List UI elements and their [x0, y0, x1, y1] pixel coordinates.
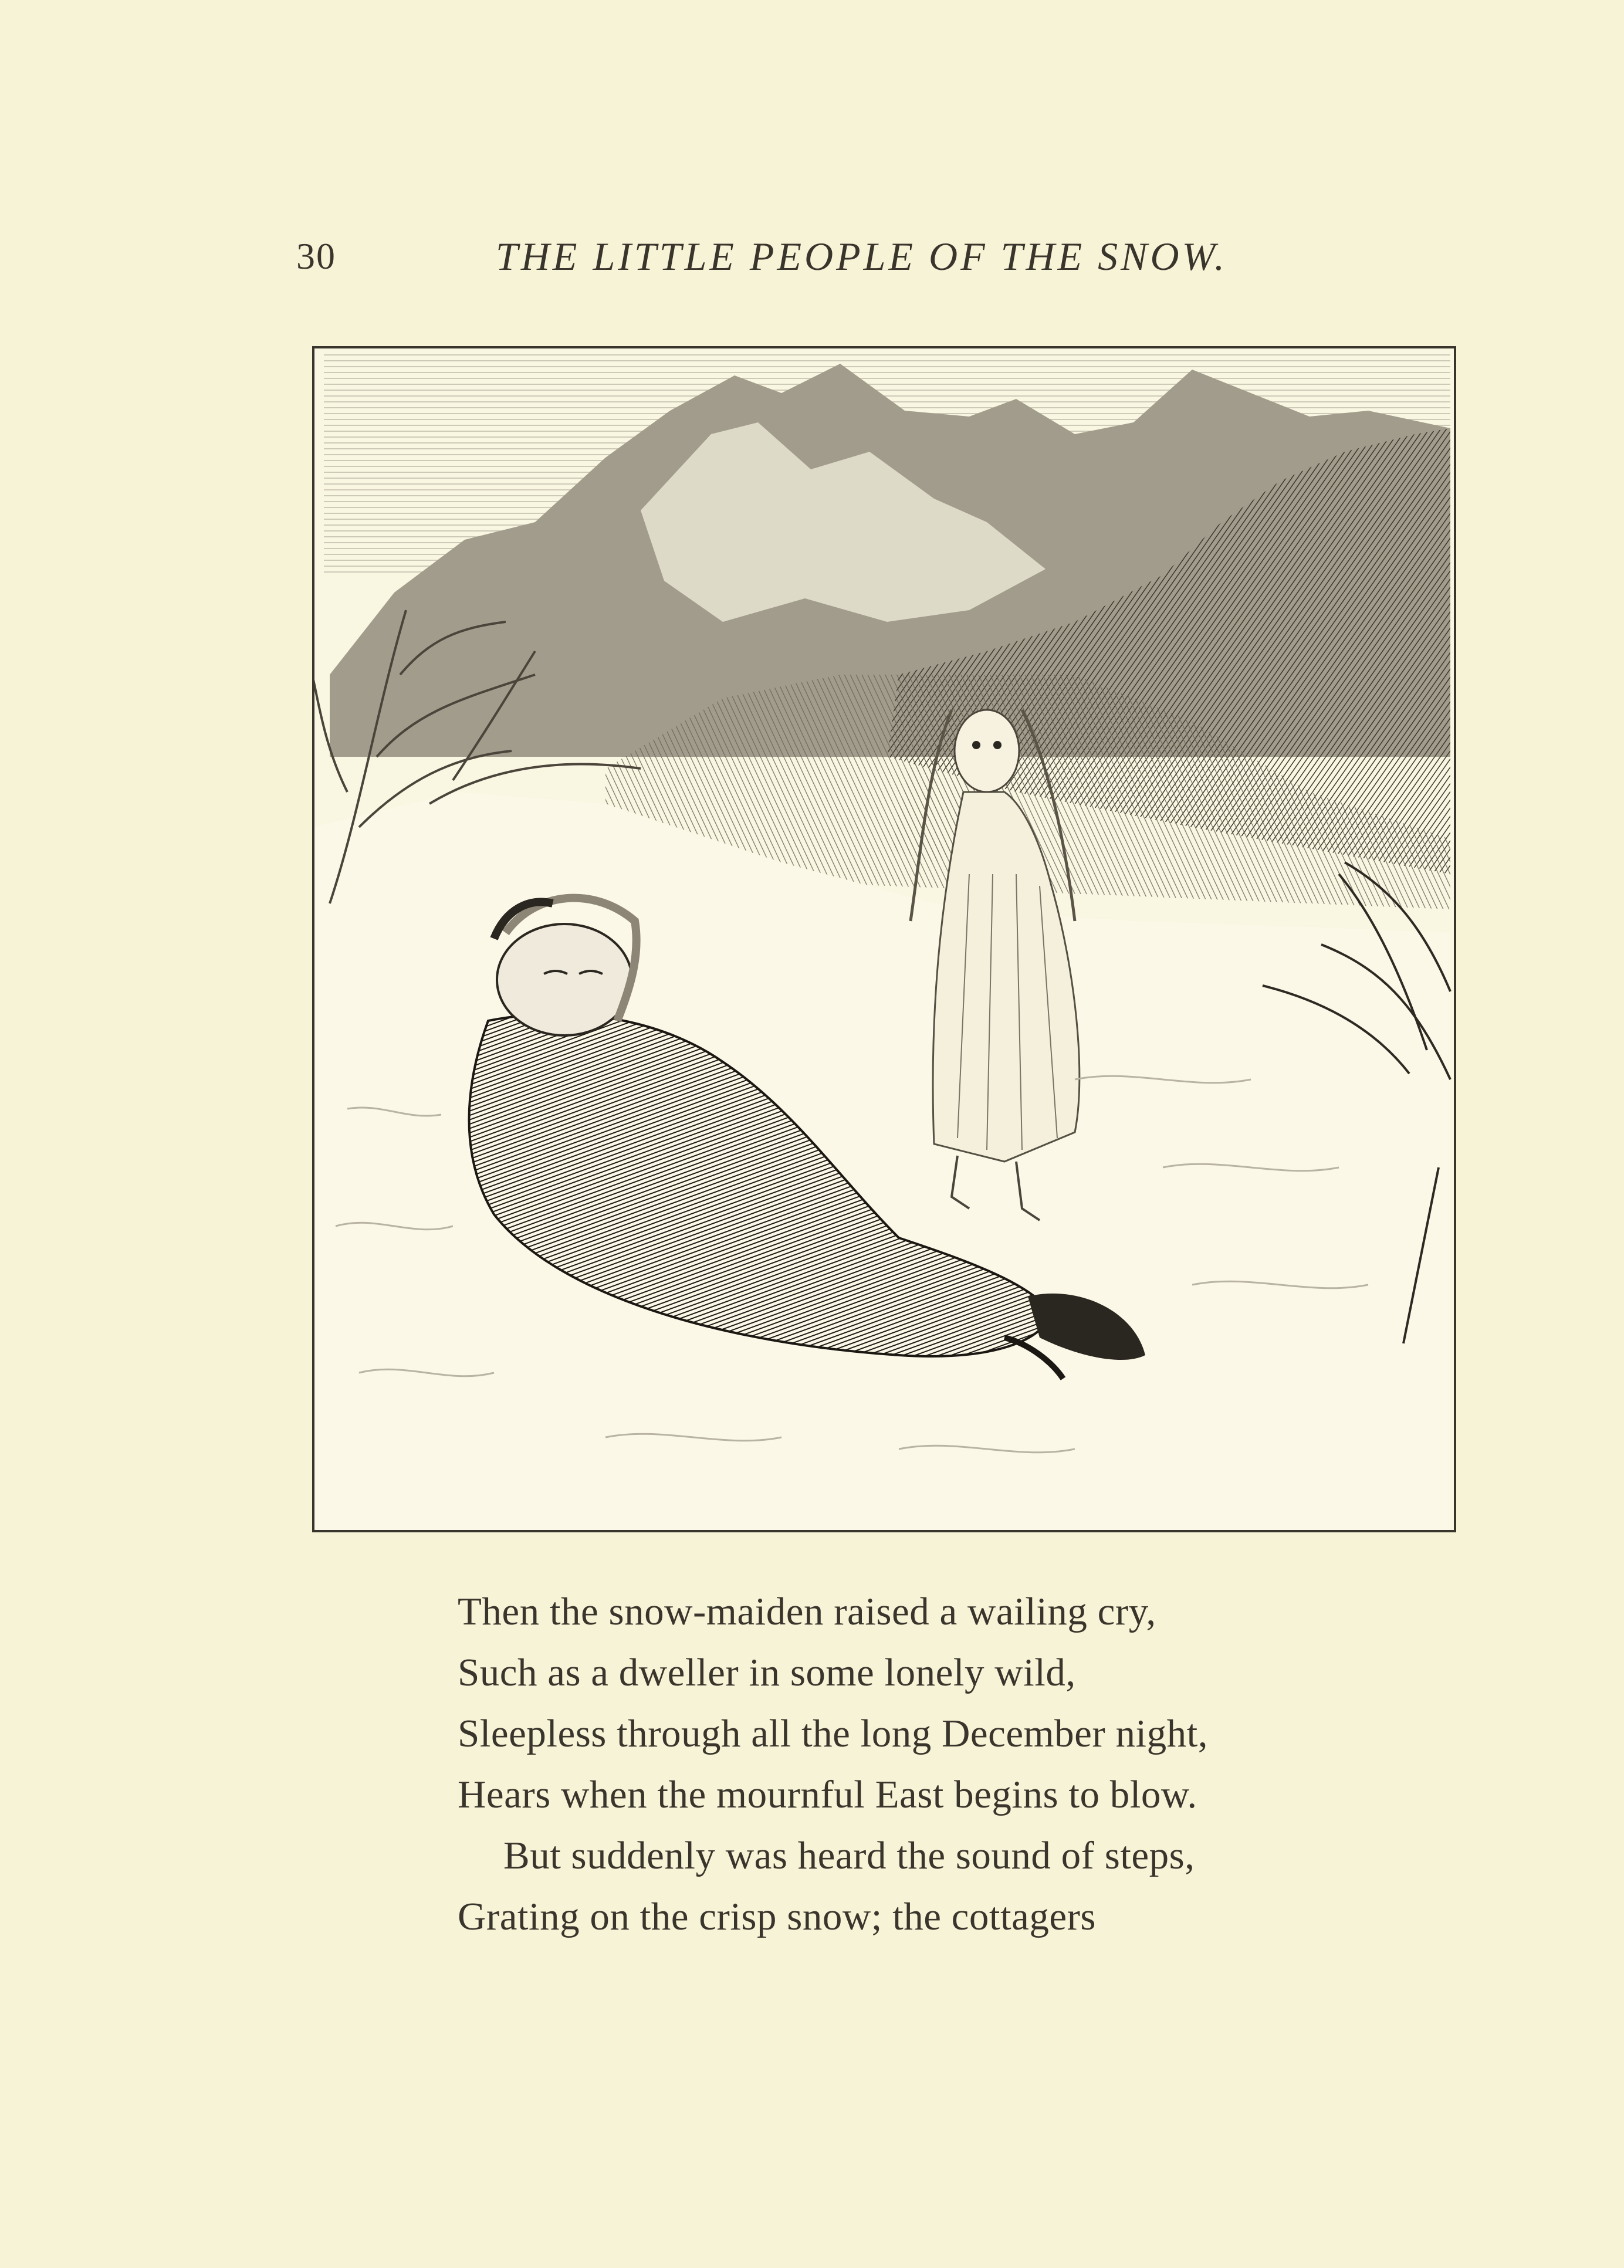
page-number: 30 [296, 235, 336, 277]
verse-line: Sleepless through all the long December night, [458, 1712, 1208, 1755]
engraved-illustration [312, 346, 1456, 1532]
verse-line: Then the snow-maiden raised a wailing cry, [458, 1590, 1156, 1633]
verse-line: But suddenly was heard the sound of steps, [503, 1834, 1195, 1877]
verse-line: Hears when the mournful East begins to blow. [458, 1773, 1197, 1816]
verse-line: Grating on the crisp snow; the cottagers [458, 1895, 1097, 1938]
verse-line: Such as a dweller in some lonely wild, [458, 1651, 1076, 1694]
verse-block [458, 1581, 1455, 1947]
running-head: THE LITTLE PEOPLE OF THE SNOW. [496, 234, 1227, 279]
